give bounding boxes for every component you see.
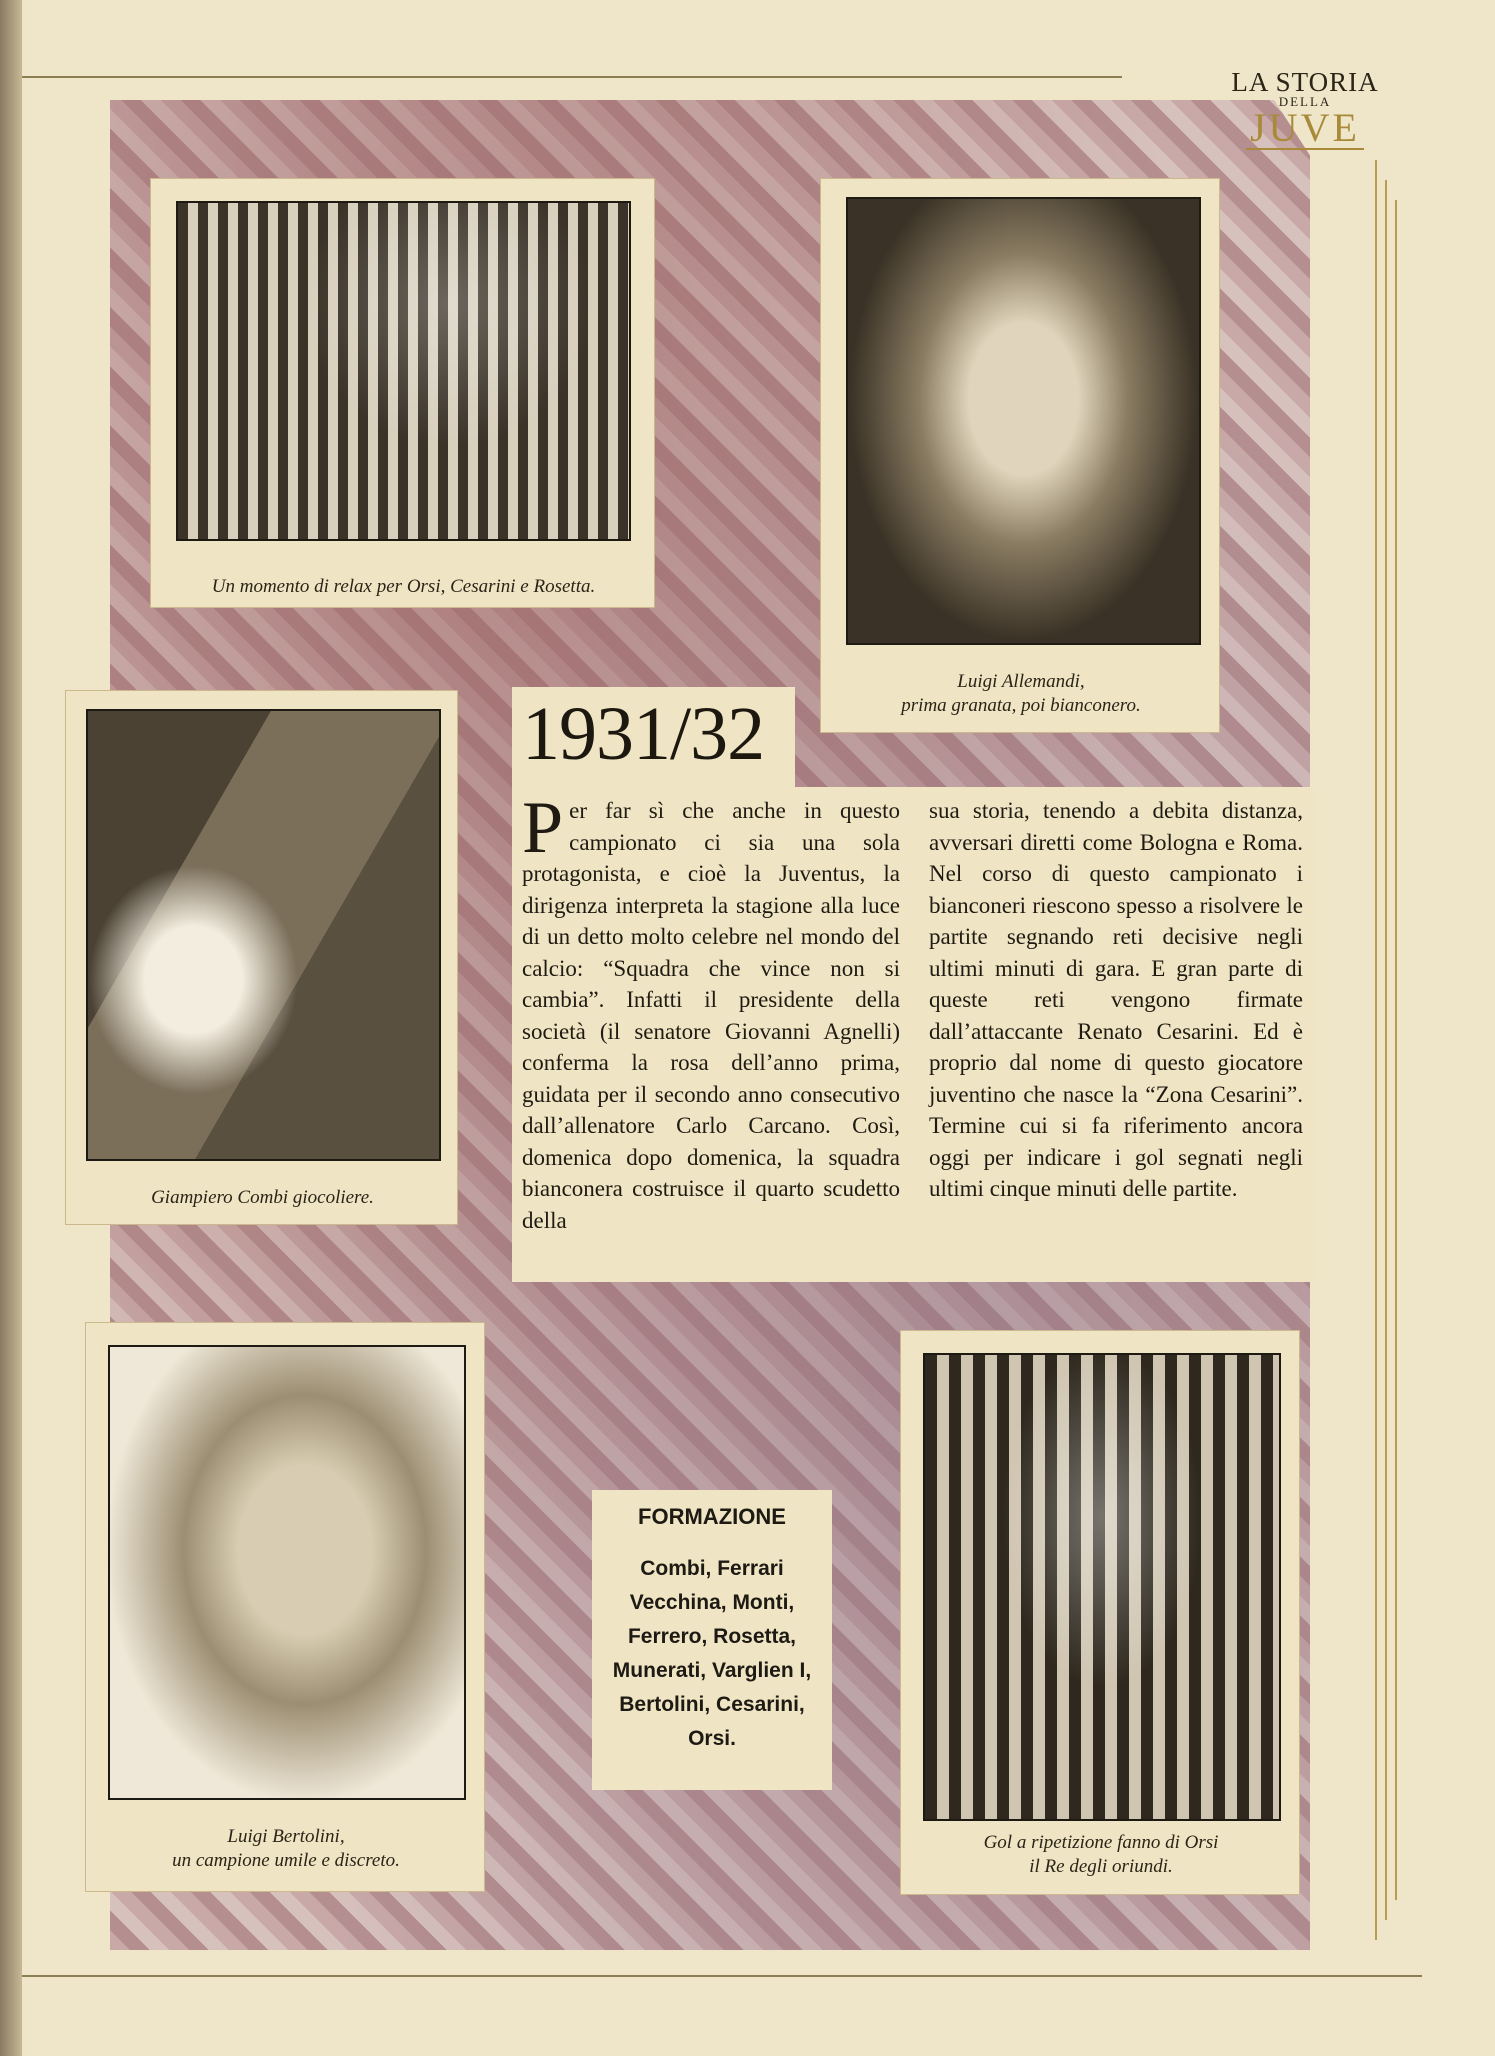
caption-orsi-line-1: Gol a ripetizione fanno di Orsi <box>983 1832 1219 1853</box>
caption-relax: Un momento di relax per Orsi, Cesarini e Rosetta. <box>211 576 596 597</box>
caption-bertolini-line-1: Luigi Bertolini, <box>227 1826 345 1847</box>
binding-edge <box>0 0 22 2056</box>
caption-orsi-line-2: il Re degli oriundi. <box>1029 1856 1173 1877</box>
brand-logo <box>1225 68 1385 150</box>
caption-orsi <box>906 1831 1296 1879</box>
caption-bertolini <box>91 1825 481 1873</box>
formation-title: FORMAZIONE <box>638 1504 786 1529</box>
formation-list <box>592 1552 832 1756</box>
brand-line-2: DELLA <box>1278 94 1332 109</box>
photo-bertolini <box>108 1345 466 1800</box>
photo-frame-relax <box>150 178 655 608</box>
article-column-1 <box>522 787 900 1236</box>
top-rule <box>22 76 1122 78</box>
formation-box <box>592 1490 832 1790</box>
photo-relax <box>176 201 631 541</box>
caption-allemandi <box>826 670 1216 718</box>
season-title-box <box>512 687 795 787</box>
brand-line-3: JUVE <box>1246 108 1364 150</box>
right-gold-rule-1 <box>1375 160 1377 1940</box>
formation-line: Ferrero, Rosetta, <box>627 1625 797 1648</box>
photo-frame-bertolini <box>85 1322 485 1892</box>
formation-line: Orsi. <box>688 1727 736 1750</box>
caption-combi: Giampiero Combi giocoliere. <box>151 1187 374 1208</box>
article-column-1-text: er far sì che anche in questo campionato ci sia una sola protagonista, e cioè la Juventus, la dirigenza interpreta la stagione alla luce di un detto molto celebre nel mondo del calcio: “Squadra che vince non si cambia”. Infatti il presidente della società (il senatore Giovanni Agnelli) conferma la rosa dell’anno prima, guidata per il secondo anno consecutivo dall’allenatore Carlo Carcano. Così, domenica dopo domenica, la squadra bianconera costruisce il quarto scudetto della <box>522 798 900 1233</box>
photo-allemandi <box>846 197 1201 645</box>
photo-frame-combi <box>65 690 458 1225</box>
photo-frame-allemandi <box>820 178 1220 733</box>
formation-line: Vecchina, Monti, <box>629 1591 795 1614</box>
photo-orsi <box>923 1353 1281 1821</box>
formation-line: Munerati, Varglien I, <box>612 1659 812 1682</box>
right-gold-rule-3 <box>1395 200 1397 1900</box>
formation-line: Bertolini, Cesarini, <box>619 1693 805 1716</box>
season-title: 1931/32 <box>522 692 765 776</box>
article-column-2: sua storia, tenendo a debita distanza, avversari diretti come Bologna e Roma. Nel corso di questo campionato i bianconeri riescono spesso a risolvere le partite segnando reti decisive negli ultimi minuti di gara. E gran parte di queste reti vengono firmate dall’attaccante Renato Cesarini. Ed è proprio dal nome di questo giocatore juventino che nasce la “Zona Cesarini”. Termine cui si fa riferimento ancora oggi per indicare i gol segnati negli ultimi cinque minuti delle partite. <box>929 798 1303 1201</box>
article-text-box <box>512 787 1314 1282</box>
formation-line: Combi, Ferrari <box>640 1557 784 1580</box>
photo-combi <box>86 709 441 1161</box>
caption-allemandi-line-2: prima granata, poi bianconero. <box>901 695 1141 716</box>
brand-line-1: LA STORIA <box>1231 67 1379 97</box>
drop-cap: P <box>522 787 564 869</box>
caption-allemandi-line-1: Luigi Allemandi, <box>957 671 1085 692</box>
caption-bertolini-line-2: un campione umile e discreto. <box>172 1850 400 1871</box>
right-gold-rule-2 <box>1385 180 1387 1920</box>
photo-frame-orsi <box>900 1330 1300 1895</box>
bottom-rule <box>22 1975 1422 1977</box>
